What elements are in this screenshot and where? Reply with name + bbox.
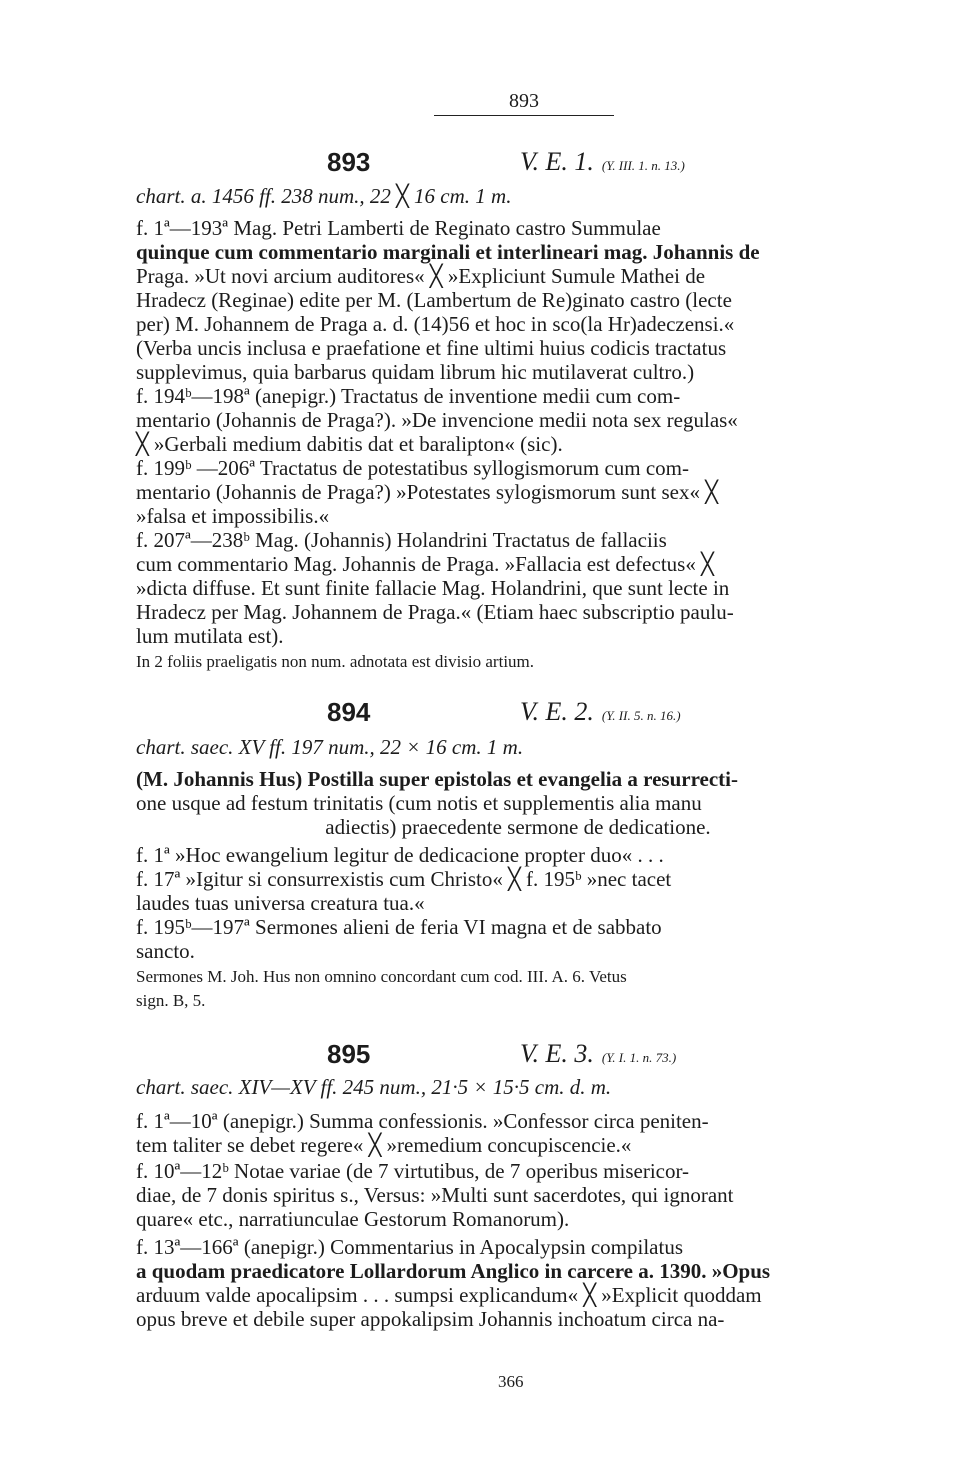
text-line: »dicta diffuse. Et sunt finite fallacie Mag. Holandrini, que sunt lecte in	[136, 576, 730, 600]
text-line: f. 195ᵇ—197ª Sermones alieni de feria VI magna et de sabbato	[136, 915, 662, 939]
shelfmark	[520, 147, 685, 177]
text-line: arduum valde apocalipsim . . . sumpsi explicandum« ╳ »Explicit quoddam	[136, 1283, 762, 1307]
entry-number: 894	[327, 697, 371, 727]
text-line: Hradecz (Reginae) edite per M. (Lambertum de Re)ginato castro (lecte	[136, 288, 732, 312]
shelfmark-current: V. E. 3.	[520, 1039, 594, 1068]
running-head-page-label: 893	[434, 90, 614, 116]
shelfmark	[520, 1039, 676, 1069]
text-line: f. 1ª—10ª (anepigr.) Summa confessionis. »Confessor circa peniten-	[136, 1109, 709, 1133]
text-line: Hradecz per Mag. Johannem de Praga.« (Etiam haec subscriptio paulu-	[136, 600, 734, 624]
shelfmark-current: V. E. 2.	[520, 697, 594, 726]
text-line: laudes tuas universa creatura tua.«	[136, 891, 425, 915]
text-line: f. 1ª—193ª Mag. Petri Lamberti de Reginato castro Summulae	[136, 216, 661, 240]
text-line: f. 13ª—166ª (anepigr.) Commentarius in Apocalypsin compilatus	[136, 1235, 684, 1259]
physical-description: chart. saec. XV ff. 197 num., 22 × 16 cm. 1 m.	[136, 735, 524, 759]
text-line: quare« etc., narratiunculae Gestorum Romanorum).	[136, 1207, 570, 1231]
text-line: quinque cum commentario marginali et interlineari mag. Johannis de	[136, 240, 760, 264]
text-line: one usque ad festum trinitatis (cum notis et supplementis alia manu	[136, 791, 702, 815]
text-line: (M. Johannis Hus) Postilla super epistolas et evangelia a resurrecti-	[136, 767, 738, 791]
text-line: f. 17ª »Igitur si consurrexistis cum Christo« ╳ f. 195ᵇ »nec tacet	[136, 867, 672, 891]
physical-description: chart. saec. XIV—XV ff. 245 num., 21·5 × 15·5 cm. d. m.	[136, 1075, 612, 1099]
text-line: f. 10ª—12ᵇ Notae variae (de 7 virtutibus, de 7 operibus misericor-	[136, 1159, 690, 1183]
text-line: f. 207ª—238ᵇ Mag. (Johannis) Holandrini Tractatus de fallaciis	[136, 528, 667, 552]
note-line: In 2 foliis praeligatis non num. adnotata est divisio artium.	[136, 652, 535, 671]
entry-number: 895	[327, 1039, 371, 1069]
shelfmark-old: (Y. III. 1. n. 13.)	[601, 158, 685, 173]
text-line: mentario (Johannis de Praga?). »De invencione medii nota sex regulas«	[136, 408, 738, 432]
physical-description: chart. a. 1456 ff. 238 num., 22 ╳ 16 cm. 1 m.	[136, 184, 512, 208]
text-line: per) M. Johannem de Praga a. d. (14)56 et hoc in sco(la Hr)adeczensi.«	[136, 312, 735, 336]
text-line: cum commentario Mag. Johannis de Praga. »Fallacia est defectus« ╳	[136, 552, 714, 576]
text-line: »falsa et impossibilis.«	[136, 504, 330, 528]
note-line: sign. B, 5.	[136, 991, 206, 1010]
text-line: mentario (Johannis de Praga?) »Potestates sylogismorum sunt sex« ╳	[136, 480, 718, 504]
shelfmark-old: (Y. I. 1. n. 73.)	[601, 1050, 677, 1065]
text-line: Praga. »Ut novi arcium auditores« ╳ »Expliciunt Sumule Mathei de	[136, 264, 706, 288]
text-line: opus breve et debile super appokalipsim Johannis inchoatum circa na-	[136, 1307, 725, 1331]
text-line: supplevimus, quia barbarus quidam librum hic mutilaverat cultro.)	[136, 360, 695, 384]
shelfmark-current: V. E. 1.	[520, 147, 594, 176]
text-line: diae, de 7 donis spiritus s., Versus: »Multi sunt sacerdotes, qui ignorant	[136, 1183, 734, 1207]
text-line: f. 199ᵇ —206ª Tractatus de potestatibus syllogismorum cum com-	[136, 456, 690, 480]
text-line: f. 194ᵇ—198ª (anepigr.) Tractatus de inventione medii cum com-	[136, 384, 681, 408]
text-line: adiectis) praecedente sermone de dedicatione.	[325, 815, 711, 839]
text-line: ╳ »Gerbali medium dabitis dat et baralipton« (sic).	[136, 432, 563, 456]
text-line: tem taliter se debet regere« ╳ »remedium concupiscencie.«	[136, 1133, 632, 1157]
text-line: lum mutilata est).	[136, 624, 284, 648]
text-line: a quodam praedicatore Lollardorum Anglico in carcere a. 1390. »Opus	[136, 1259, 771, 1283]
shelfmark	[520, 697, 681, 727]
text-line: f. 1ª »Hoc ewangelium legitur de dedicacione propter duo« . . .	[136, 843, 664, 867]
shelfmark-old: (Y. II. 5. n. 16.)	[601, 708, 681, 723]
page-number: 366	[498, 1372, 524, 1391]
entry-number: 893	[327, 147, 371, 177]
text-line: (Verba uncis inclusa e praefatione et fine ultimi huius codicis tractatus	[136, 336, 727, 360]
note-line: Sermones M. Joh. Hus non omnino concordant cum cod. III. A. 6. Vetus	[136, 967, 627, 986]
text-line: sancto.	[136, 939, 195, 963]
